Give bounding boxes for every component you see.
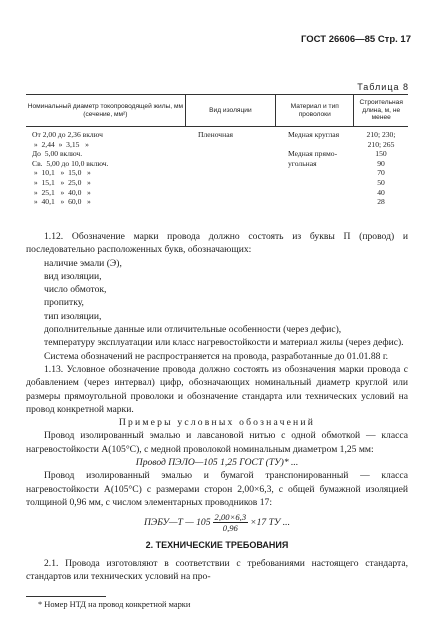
footnote: * Номер НТД на провод конкретной марки (38, 600, 191, 609)
length-column (354, 127, 408, 207)
header-diameter: Номинальный диаметр токопроводящей жилы, мм (сечение, мм²) (27, 102, 184, 118)
table-cell: 210; 230; (366, 130, 396, 139)
example-1: Провод изолированный эмалью и лавсановой нитью с одной обмоткой — класса нагревостойкости А(105°С), с медной проволокой номинальным диаметром 1,25 мм: (26, 430, 408, 455)
section-2-heading: 2. ТЕХНИЧЕСКИЕ ТРЕБОВАНИЯ (145, 540, 289, 551)
paragraph-temperature: температуру эксплуатации или класс нагревостойкости и материал жилы (через дефис). (44, 337, 404, 349)
insulation-column (186, 127, 276, 207)
fraction-numerator: 2,00×6,3 (214, 512, 247, 523)
table-cell: 28 (377, 197, 385, 207)
diameter-column (26, 127, 186, 207)
header-length: Строительная длина, м, не менее (353, 95, 408, 126)
formula-2-suffix: ×17 ТУ ... (250, 517, 290, 529)
table-cell (276, 140, 354, 150)
footnote-divider (26, 596, 106, 597)
header-material: Материал и тип проволоки (275, 95, 353, 126)
header-insulation: Вид изоляции (185, 95, 275, 126)
table-cell: » 15,1 » 25,0 » (32, 177, 91, 187)
table-cell: Медная прямо- (288, 149, 338, 159)
list-item: наличие эмали (Э), (44, 257, 122, 269)
table-cell: 50 (377, 177, 385, 187)
table-title: Таблица 8 (357, 82, 409, 92)
table-8 (26, 94, 408, 207)
table-cell: Медная круглая (288, 130, 340, 139)
formula-1: Провод ПЭЛО—105 1,25 ГОСТ (ТУ)* ... (135, 457, 299, 469)
table-cell: 70 (377, 168, 385, 178)
table-body (26, 127, 408, 207)
paragraph-extra: дополнительные данные или отличительные особенности (через дефис), (44, 324, 342, 336)
example-2: Провод изолированный эмалью и бумагой транспонированный — класса нагревостойкости А(105°С) с размерами сторон 2,00×6,3, с общей бумажной изоляцией толщиной 0,96 мм, с числом элементарных проводников 17: (26, 470, 408, 508)
table-cell: 90 (377, 158, 385, 168)
paragraph-1-12: 1.12. Обозначение марки провода должно состоять из буквы П (провод) и последовательно расположенных букв, обозначающих: (26, 231, 408, 256)
table-cell: До 5,00 включ. (32, 149, 83, 159)
formula-2-fraction (213, 512, 249, 533)
list-item: тип изоляции, (44, 310, 102, 322)
paragraph-1-13: 1.13. Условное обозначение провода должно состоять из обозначения марки провода с добавлением (через интервал) цифр, обозначающих номинальный диаметр круглой или размеры прямоугольной проволоки и обозначение стандарта или технических условий на провод конкретной марки. (26, 363, 408, 415)
material-column (276, 127, 354, 207)
page-header: ГОСТ 26606—85 Стр. 17 (300, 34, 411, 45)
table-cell: » 40,1 » 60,0 » (32, 197, 91, 207)
fraction-denominator: 0,96 (222, 523, 238, 534)
table-cell: 40 (377, 187, 385, 197)
table-cell: » 2,44 » 3,15 » (32, 139, 89, 149)
list-item: пропитку, (44, 297, 84, 309)
table-cell: 150 (375, 149, 387, 159)
table-cell: угольная (288, 158, 317, 168)
list-item: число обмоток, (44, 284, 107, 296)
table-cell: » 10,1 » 15,0 » (32, 168, 91, 178)
list-item: вид изоляции, (44, 270, 102, 282)
table-header (26, 94, 408, 127)
paragraph-system: Система обозначений не распространяется на провода, разработанные до 01.01.88 г. (44, 350, 389, 362)
paragraph-2-1: 2.1. Провода изготовляют в соответствии с требованиями настоящего стандарта, стандартов или технических условий на про- (26, 557, 408, 582)
table-cell: От 2,00 до 2,36 включ (32, 130, 103, 139)
formula-2 (26, 512, 408, 533)
document-body (26, 230, 408, 583)
table-cell: » 25,1 » 40,0 » (32, 187, 91, 197)
formula-2-prefix: ПЭБУ—Т — 105 (144, 517, 211, 529)
table-cell: Св. 5,00 до 10,0 включ. (32, 158, 109, 168)
table-cell: Пленочная (198, 130, 234, 139)
examples-heading: Примеры условных обозначений (118, 417, 316, 429)
table-cell: 210; 265 (367, 139, 395, 149)
